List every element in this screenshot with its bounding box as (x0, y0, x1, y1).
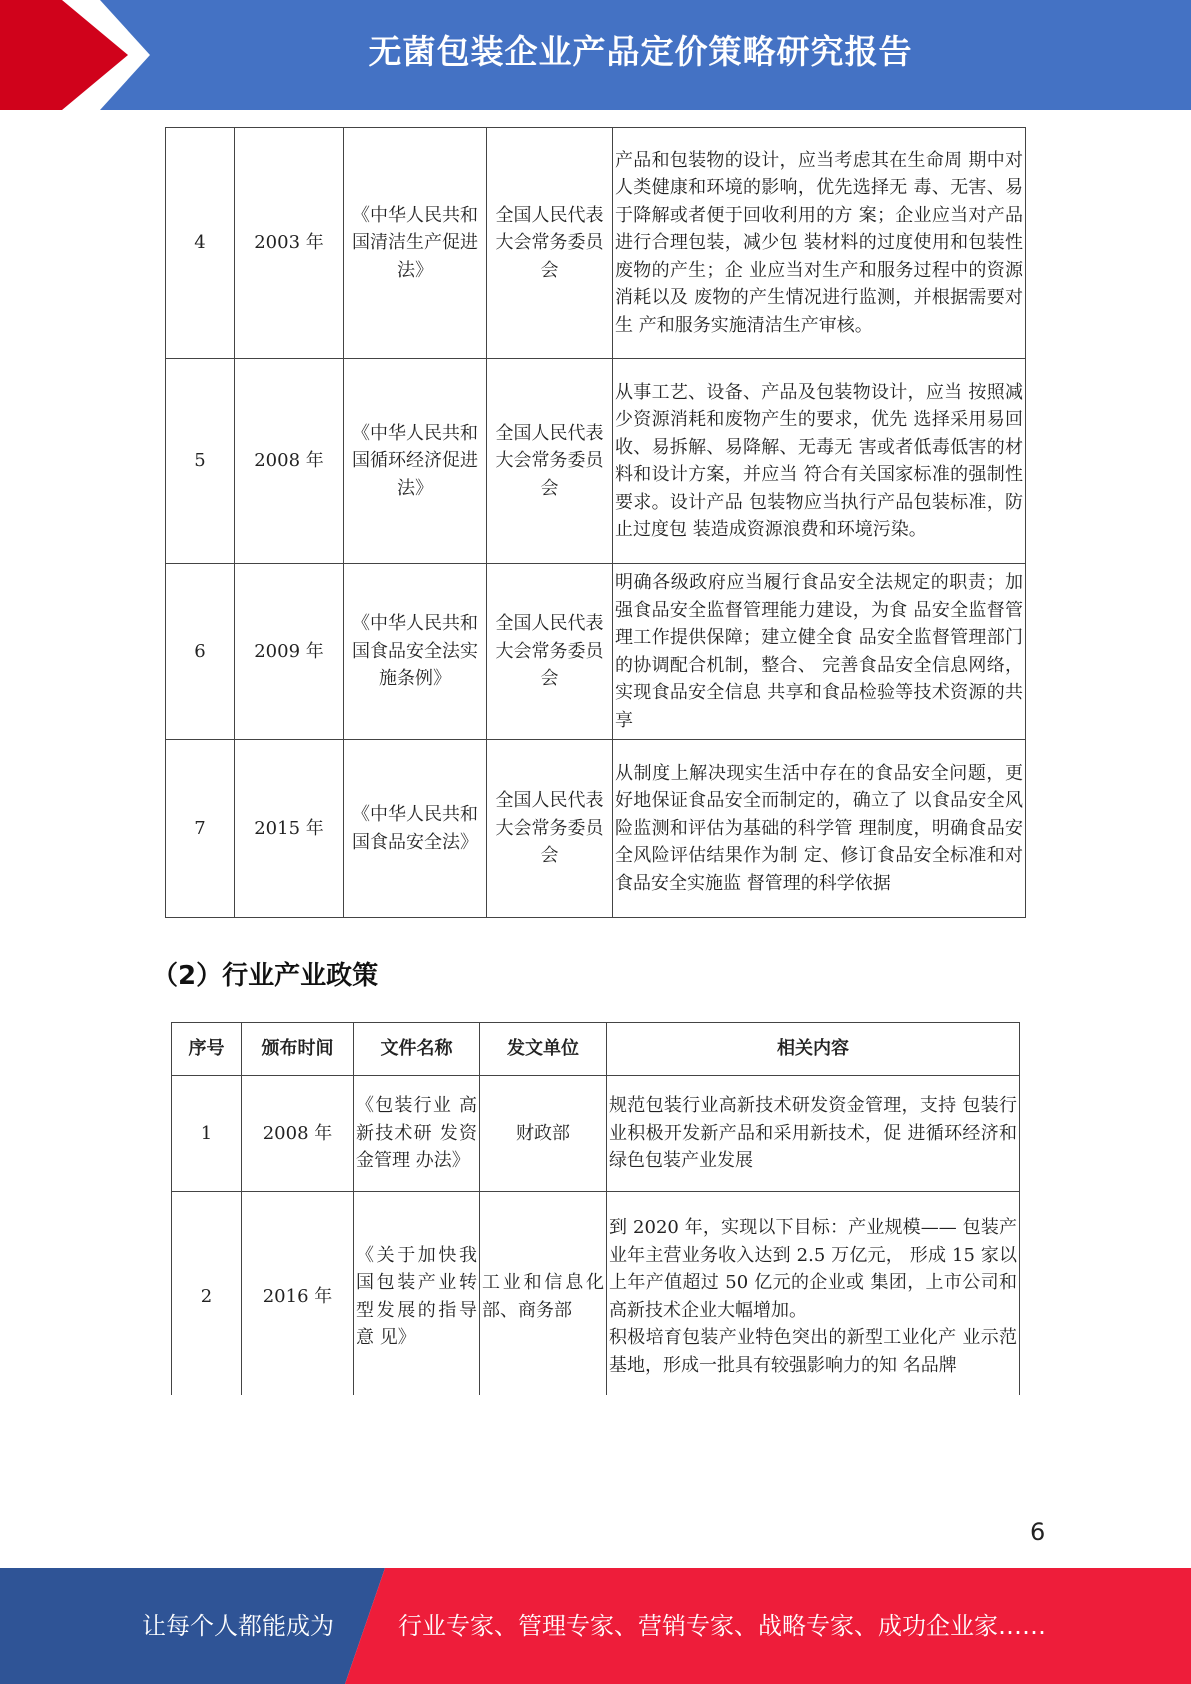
row-year: 2015 年 (235, 740, 344, 918)
row-document-name: 《中华人民共和国循环经济促进法》 (344, 359, 487, 564)
row-issuer: 财政部 (480, 1076, 607, 1192)
header-content: 相关内容 (607, 1023, 1020, 1076)
row-issuer: 全国人民代表大会常务委员会 (487, 128, 613, 359)
row-content: 产品和包装物的设计，应当考虑其在生命周 期中对人类健康和环境的影响，优先选择无 毒、无害、易于降解或者便于回收利用的方 案；企业应当对产品进行合理包装，减少包 装材料的过度使用和包装性废物的产生；企 业应当对生产和服务过程中的资源消耗以及 废物的产生情况进行监测，并根据需要对生 产和服务实施清洁生产审核。 (613, 128, 1026, 359)
row-year: 2008 年 (235, 359, 344, 564)
row-issuer: 全国人民代表大会常务委员会 (487, 564, 613, 740)
row-number: 5 (166, 359, 235, 564)
row-content-paragraph: 积极培育包装产业特色突出的新型工业化产 业示范基地，形成一批具有较强影响力的知 名品牌 (609, 1327, 1017, 1376)
row-content: 从事工艺、设备、产品及包装物设计，应当 按照减少资源消耗和废物产生的要求，优先 选择采用易回收、易拆解、易降解、无毒无 害或者低毒低害的材料和设计方案，并应当 符合有关国家标准的强制性要求。设计产品 包装物应当执行产品包装标准，防止过度包 装造成资源浪费和环境污染。 (613, 359, 1026, 564)
header-date: 颁布时间 (242, 1023, 354, 1076)
row-number: 6 (166, 564, 235, 740)
row-content (607, 1192, 1020, 1396)
row-year: 2003 年 (235, 128, 344, 359)
table-row (172, 1192, 1020, 1396)
row-year: 2009 年 (235, 564, 344, 740)
row-document-name: 《包装行业 高新技术研 发资金管理 办法》 (354, 1076, 480, 1192)
footer-slogan-left: 让每个人都能成为 (142, 1612, 334, 1640)
row-document-name: 《中华人民共和国食品安全法实施条例》 (344, 564, 487, 740)
row-year: 2016 年 (242, 1192, 354, 1396)
row-number: 7 (166, 740, 235, 918)
row-issuer: 工业和信息化部、商务部 (480, 1192, 607, 1396)
row-document-name: 《关于加快我国包装产业转型发展的指导意 见》 (354, 1192, 480, 1396)
industry-policy-table (171, 1022, 1020, 1395)
row-year: 2008 年 (242, 1076, 354, 1192)
table-header-row (172, 1023, 1020, 1076)
row-document-name: 《中华人民共和国清洁生产促进法》 (344, 128, 487, 359)
row-content-paragraph: 到 2020 年，实现以下目标：产业规模—— 包装产业年主营业务收入达到 2.5 万亿元， 形成 15 家以上年产值超过 50 亿元的企业或 集团，上市公司和高新技术企业大幅增加。 (609, 1217, 1017, 1321)
page-number: 6 (1030, 1518, 1046, 1546)
table-row (172, 1076, 1020, 1192)
page-title: 无菌包装企业产品定价策略研究报告 (368, 32, 913, 71)
page-footer (0, 1568, 1191, 1684)
row-number: 4 (166, 128, 235, 359)
row-content: 从制度上解决现实生活中存在的食品安全问题，更好地保证食品安全而制定的，确立了 以食品安全风险监测和评估为基础的科学管 理制度，明确食品安全风险评估结果作为制 定、修订食品安全标准和对食品安全实施监 督管理的科学依据 (613, 740, 1026, 918)
header-number: 序号 (172, 1023, 242, 1076)
row-issuer: 全国人民代表大会常务委员会 (487, 359, 613, 564)
footer-slogan-right: 行业专家、管理专家、营销专家、战略专家、成功企业家…… (398, 1612, 1046, 1640)
section-heading: （2）行业产业政策 (152, 961, 379, 991)
row-content: 规范包装行业高新技术研发资金管理，支持 包装行业积极开发新产品和采用新技术，促 进循环经济和绿色包装产业发展 (607, 1076, 1020, 1192)
header-issuer: 发文单位 (480, 1023, 607, 1076)
row-number: 2 (172, 1192, 242, 1396)
row-document-name: 《中华人民共和国食品安全法》 (344, 740, 487, 918)
row-issuer: 全国人民代表大会常务委员会 (487, 740, 613, 918)
row-content: 明确各级政府应当履行食品安全法规定的职责；加强食品安全监督管理能力建设，为食 品安全监督管理工作提供保障；建立健全食 品安全监督管理部门的协调配合机制，整合、 完善食品安全信息网络，实现食品安全信息 共享和食品检验等技术资源的共享 (613, 564, 1026, 740)
header-document-name: 文件名称 (354, 1023, 480, 1076)
row-number: 1 (172, 1076, 242, 1192)
